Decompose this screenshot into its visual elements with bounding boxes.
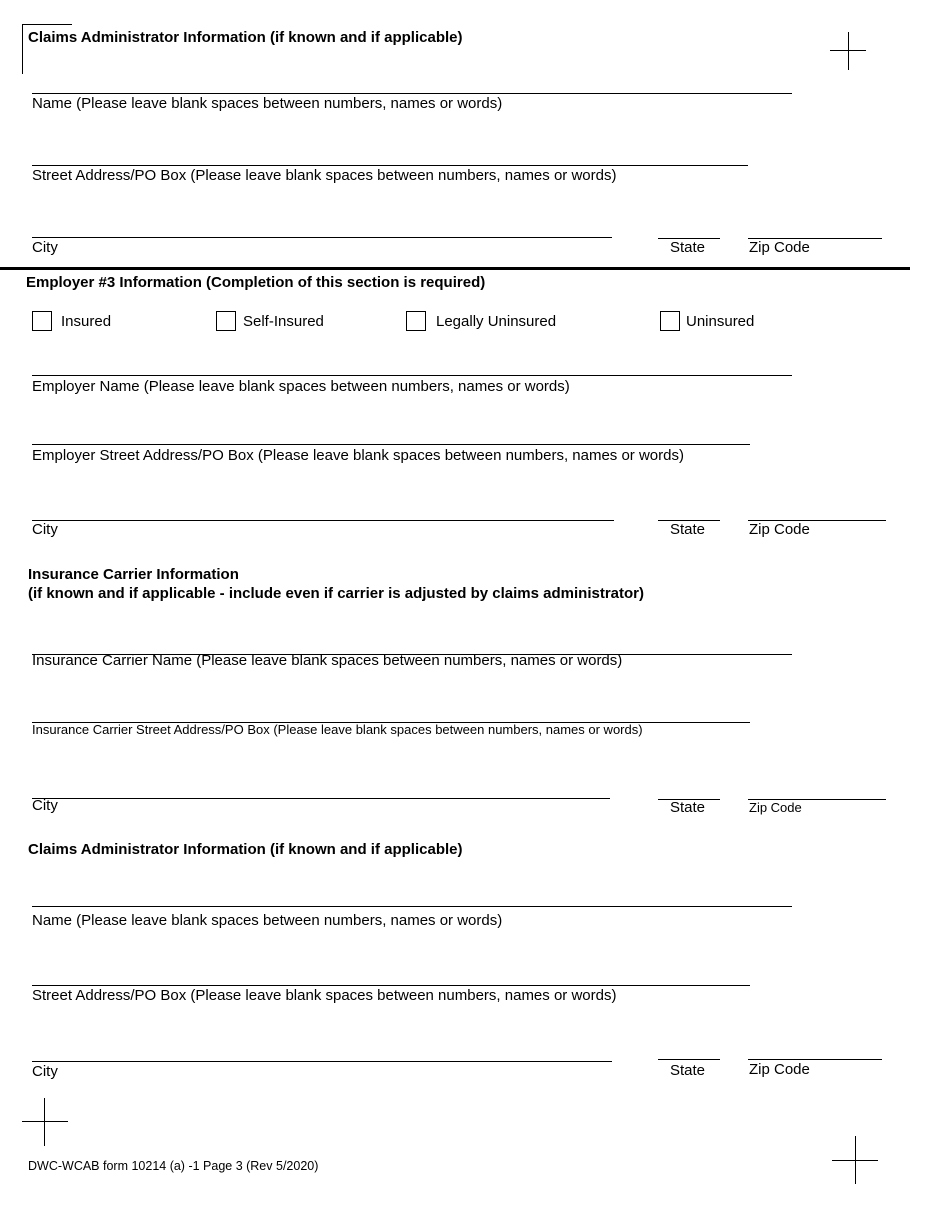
city-underline <box>32 237 612 238</box>
carrier-street-label: Insurance Carrier Street Address/PO Box (Please leave blank spaces between numbers, names or words) <box>32 722 643 737</box>
claims-admin-zip-input[interactable] <box>748 212 882 238</box>
claims-admin-city-input[interactable] <box>32 211 612 237</box>
employer-state-input[interactable] <box>658 494 720 520</box>
legally-uninsured-checkbox[interactable] <box>406 311 426 331</box>
name-label: Name (Please leave blank spaces between numbers, names or words) <box>32 912 503 929</box>
carrier-city-input[interactable] <box>32 772 610 798</box>
name-underline <box>32 93 792 94</box>
carrier-state-input[interactable] <box>658 773 720 799</box>
employer-name-input[interactable] <box>32 349 792 375</box>
claims-admin-2-city-input[interactable] <box>32 1035 612 1061</box>
claims-admin-state-input[interactable] <box>658 212 720 238</box>
section-heading: Employer #3 Information (Completion of this section is required) <box>26 274 486 291</box>
employer-zip-input[interactable] <box>748 494 886 520</box>
section-heading: Claims Administrator Information (if known and if applicable) <box>28 29 463 46</box>
state-label: State <box>670 1062 706 1079</box>
city-underline <box>32 798 610 799</box>
city-underline <box>32 520 614 521</box>
section-divider <box>0 267 910 270</box>
street-label: Street Address/PO Box (Please leave blank spaces between numbers, names or words) <box>32 987 617 1004</box>
self-insured-label: Self-Insured <box>243 313 324 330</box>
section-heading: Insurance Carrier Information <box>28 566 239 583</box>
street-underline <box>32 985 750 986</box>
city-label: City <box>32 1063 58 1080</box>
city-label: City <box>32 521 58 538</box>
city-label: City <box>32 239 58 256</box>
name-label: Name (Please leave blank spaces between numbers, names or words) <box>32 95 503 112</box>
employer-street-label: Employer Street Address/PO Box (Please leave blank spaces between numbers, names or words) <box>32 447 684 464</box>
zip-underline <box>748 1059 882 1060</box>
legally-uninsured-label: Legally Uninsured <box>436 313 557 330</box>
section-subheading: (if known and if applicable - include even if carrier is adjusted by claims administrator) <box>28 585 644 602</box>
street-label: Street Address/PO Box (Please leave blank spaces between numbers, names or words) <box>32 167 617 184</box>
uninsured-label: Uninsured <box>686 313 755 330</box>
uninsured-checkbox[interactable] <box>660 311 680 331</box>
section-heading: Claims Administrator Information (if known and if applicable) <box>28 841 463 858</box>
employer-name-label: Employer Name (Please leave blank spaces between numbers, names or words) <box>32 378 570 395</box>
insured-label: Insured <box>61 313 112 330</box>
carrier-name-input[interactable] <box>32 628 792 654</box>
claims-admin-street-input[interactable] <box>32 139 748 165</box>
state-label: State <box>670 239 706 256</box>
name-underline <box>32 906 792 907</box>
carrier-zip-input[interactable] <box>748 773 886 799</box>
street-underline <box>32 444 750 445</box>
claims-admin-2-name-input[interactable] <box>32 880 792 906</box>
claims-admin-2-state-input[interactable] <box>658 1033 720 1059</box>
name-underline <box>32 375 792 376</box>
employer-street-input[interactable] <box>32 418 750 444</box>
carrier-street-input[interactable] <box>32 696 750 722</box>
self-insured-checkbox[interactable] <box>216 311 236 331</box>
carrier-name-label: Insurance Carrier Name (Please leave blank spaces between numbers, names or words) <box>32 652 623 669</box>
city-underline <box>32 1061 612 1062</box>
zip-label: Zip Code <box>749 521 810 538</box>
insured-checkbox[interactable] <box>32 311 52 331</box>
city-label: City <box>32 797 58 814</box>
state-label: State <box>670 521 706 538</box>
street-underline <box>32 165 748 166</box>
claims-admin-2-zip-input[interactable] <box>748 1033 882 1059</box>
employer-city-input[interactable] <box>32 494 614 520</box>
claims-admin-name-input[interactable] <box>32 67 792 93</box>
state-underline <box>658 1059 720 1060</box>
zip-label: Zip Code <box>749 800 802 815</box>
state-label: State <box>670 799 706 816</box>
zip-label: Zip Code <box>749 1061 810 1078</box>
form-footer: DWC-WCAB form 10214 (a) -1 Page 3 (Rev 5/2020) <box>28 1159 319 1173</box>
claims-admin-2-street-input[interactable] <box>32 959 750 985</box>
zip-label: Zip Code <box>749 239 810 256</box>
